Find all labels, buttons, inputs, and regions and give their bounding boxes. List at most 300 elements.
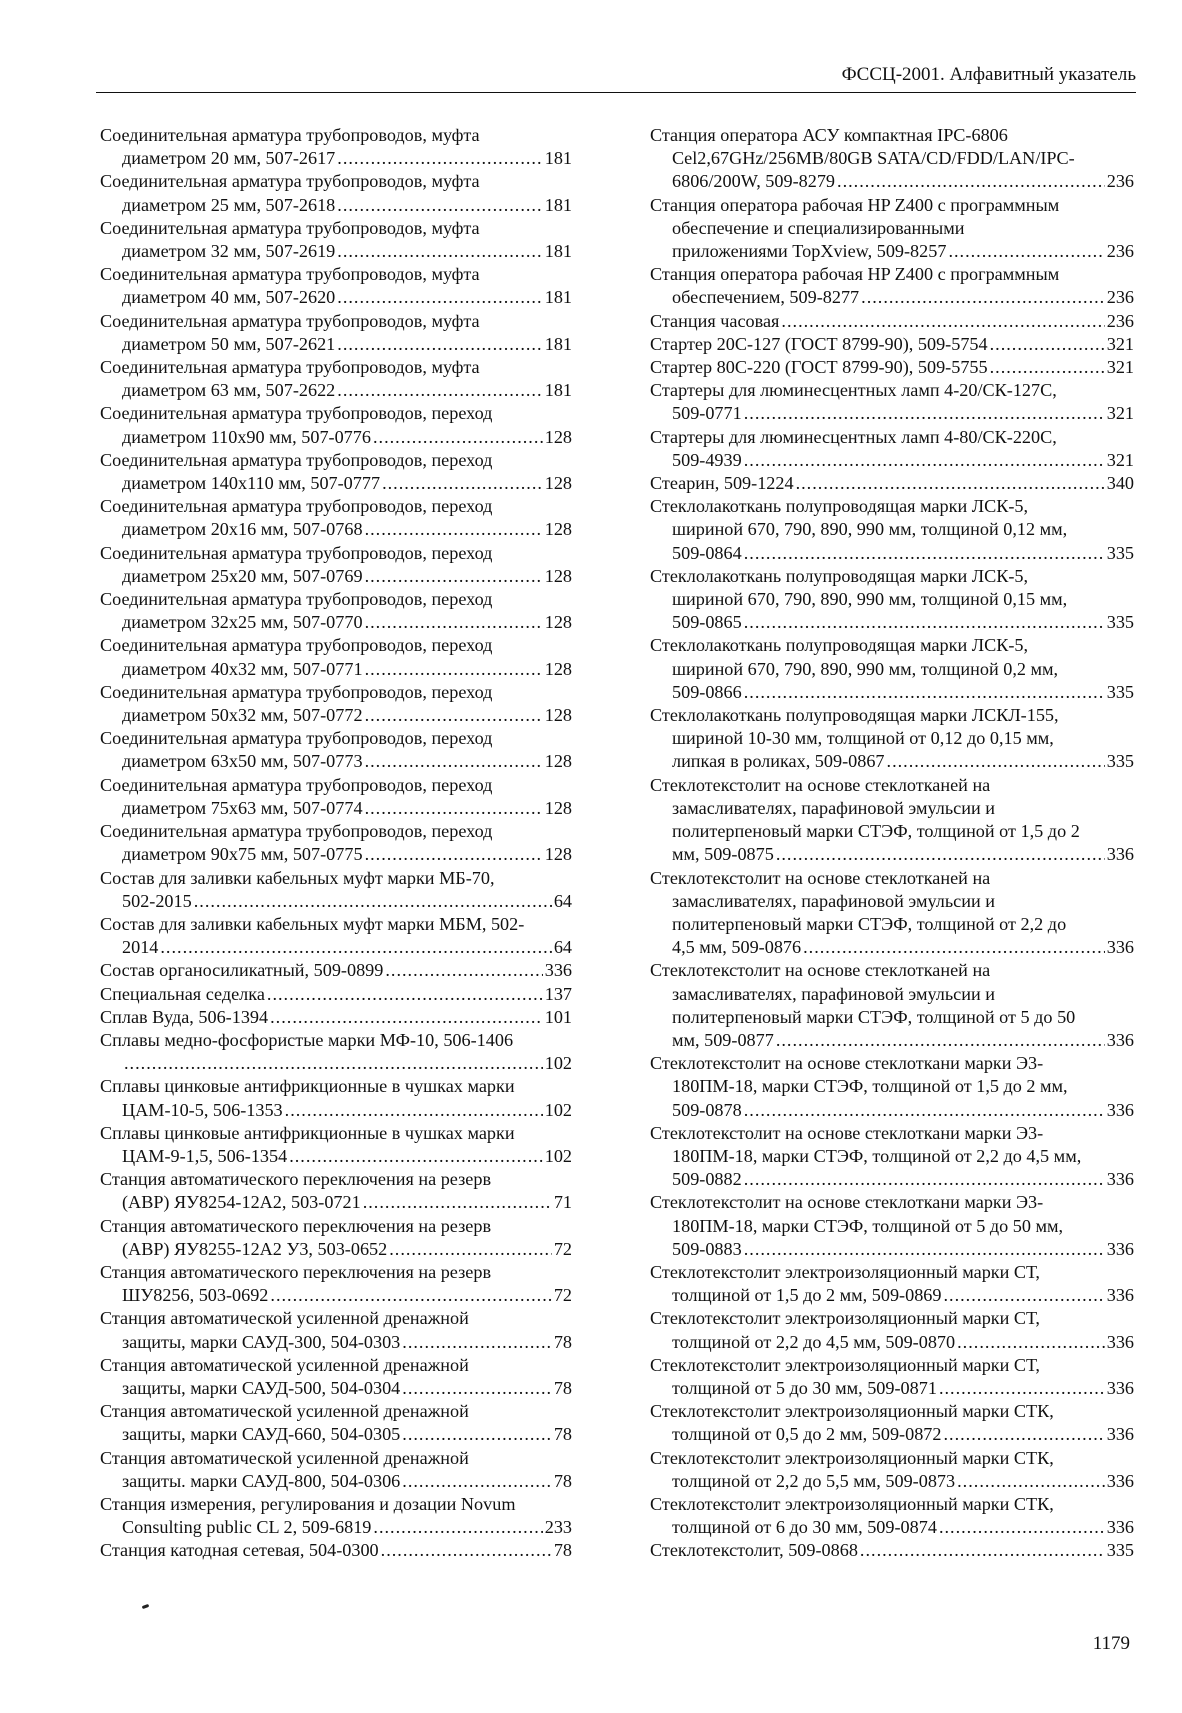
index-entry [100,774,572,820]
entry-text-line: Стеклотекстолит на основе стеклоткани марки Э3- [650,1192,1044,1213]
entry-text-line: Стартеры для люминесцентных ламп 4-20/СК-127С, [650,380,1057,401]
dot-leader [194,890,552,913]
entry-page-ref: 78 [553,1377,572,1398]
entry-page-ref: 335 [1106,681,1134,702]
index-entry [650,356,1134,379]
entry-text-line: замасливателях, парафиновой эмульсии и [672,890,995,911]
entry-text-line: политерпеновый марки СТЭФ, толщиной от 2,2 до [672,913,1067,934]
entry-last-line [100,1331,572,1354]
entry-text-line: Станция оператора рабочая HP Z400 с программным [650,264,1060,285]
index-entry [650,867,1134,960]
index-entry [100,124,572,170]
entry-last-line [650,1423,1134,1446]
entry-last-line [100,518,572,541]
entry-last-line [100,890,572,913]
index-entry [100,634,572,680]
entry-last-line [650,681,1134,704]
entry-text-line: 509-4939 [672,449,742,470]
entry-page-ref: 102 [544,1053,572,1074]
entry-page-ref: 128 [544,658,572,679]
index-entry [100,1006,572,1029]
entry-text-line: защиты, марки САУД-660, 504-0305 [122,1424,401,1445]
entry-text-line: Стеклотекстолит электроизоляционный марки СТК, [650,1401,1054,1422]
entry-text-line: 180ПМ-18, марки СТЭФ, толщиной от 5 до 50 мм, [672,1215,1064,1236]
entry-last-line [100,1470,572,1493]
index-entry [100,588,572,634]
index-entry [100,1539,572,1562]
dot-leader [270,1006,543,1029]
entry-last-line [650,402,1134,425]
index-entry [100,217,572,263]
entry-text-line: 502-2015 [122,890,192,911]
entry-text-line: 4,5 мм, 509-0876 [672,937,802,958]
entry-page-ref: 78 [553,1470,572,1491]
entry-text-line: шириной 670, 790, 890, 990 мм, толщиной 0,12 мм, [672,519,1068,540]
index-entry [100,681,572,727]
index-entry [100,1447,572,1493]
index-column-left [100,124,572,1563]
index-entry [650,263,1134,309]
dot-leader [957,1331,1105,1354]
entry-text-line: диаметром 50x32 мм, 507-0772 [122,705,363,726]
entry-text-line: Стеклолакоткань полупроводящая марки ЛСК-5, [650,565,1029,586]
entry-last-line [100,936,572,959]
dot-leader [744,402,1105,425]
index-entry [100,263,572,309]
entry-last-line [100,983,572,1006]
dot-leader [939,1516,1105,1539]
entry-text-line: Сплавы цинковые антифрикционные в чушках марки [100,1122,515,1143]
entry-last-line [650,936,1134,959]
entry-page-ref: 336 [1106,1424,1134,1445]
entry-text-line: диаметром 25x20 мм, 507-0769 [122,565,363,586]
index-entry [100,1215,572,1261]
dot-leader [365,565,543,588]
dot-leader [744,449,1105,472]
entry-text-line: Стеклотекстолит электроизоляционный марки СТ, [650,1308,1040,1329]
entry-page-ref: 236 [1106,171,1134,192]
entry-text-line: диаметром 63x50 мм, 507-0773 [122,751,363,772]
entry-page-ref: 181 [544,241,572,262]
entry-text-line: Состав для заливки кабельных муфт марки МБМ, 502- [100,913,525,934]
entry-text-line: 180ПМ-18, марки СТЭФ, толщиной от 2,2 до 4,5 мм, [672,1145,1082,1166]
dot-leader [781,310,1104,333]
index-entry [100,1075,572,1121]
entry-text-line: Стеклотекстолит электроизоляционный марки СТК, [650,1447,1054,1468]
dot-leader [124,1052,543,1075]
entry-page-ref: 128 [544,612,572,633]
entry-page-ref: 181 [544,194,572,215]
entry-text-line: Стартеры для люминесцентных ламп 4-80/СК-220С, [650,426,1057,447]
entry-page-ref: 321 [1106,449,1134,470]
entry-text-line: Стеклолакоткань полупроводящая марки ЛСКЛ-155, [650,705,1059,726]
dot-leader [365,797,543,820]
index-entry [100,402,572,448]
entry-page-ref: 128 [544,844,572,865]
entry-last-line [100,797,572,820]
entry-page-ref: 78 [553,1540,572,1561]
dot-leader [990,356,1105,379]
entry-last-line [650,843,1134,866]
index-entry [650,1122,1134,1192]
entry-page-ref: 336 [1106,844,1134,865]
entry-last-line [650,170,1134,193]
dot-leader [160,936,551,959]
entry-text-line: Стеклолакоткань полупроводящая марки ЛСК-5, [650,635,1029,656]
entry-page-ref: 64 [553,937,572,958]
dot-leader [337,286,542,309]
entry-page-ref: 236 [1106,241,1134,262]
entry-page-ref: 336 [1106,1331,1134,1352]
dot-leader [776,1029,1105,1052]
index-entry [650,379,1134,425]
entry-page-ref: 181 [544,333,572,354]
dot-leader [744,611,1105,634]
entry-page-ref: 321 [1106,357,1134,378]
index-entry [650,194,1134,264]
index-entry [650,1307,1134,1353]
entry-last-line [650,286,1134,309]
dot-leader [957,1470,1105,1493]
entry-page-ref: 181 [544,380,572,401]
index-entry [100,727,572,773]
index-entry [100,542,572,588]
header-title: ФССЦ-2001. Алфавитный указатель [841,64,1136,85]
entry-text-line: Стеклотекстолит на основе стеклотканей на [650,774,991,795]
entry-page-ref: 128 [544,751,572,772]
scan-speck [142,1604,150,1609]
dot-leader [365,518,543,541]
entry-text-line: защиты, марки САУД-500, 504-0304 [122,1377,401,1398]
entry-text-line: 509-0864 [672,542,742,563]
entry-last-line [100,658,572,681]
entry-last-line [100,1145,572,1168]
page-number: 1179 [1092,1633,1130,1654]
entry-text-line: диаметром 20x16 мм, 507-0768 [122,519,363,540]
dot-leader [803,936,1105,959]
entry-text-line: Соединительная арматура трубопроводов, муфта [100,217,480,238]
entry-last-line [650,1238,1134,1261]
entry-text-line: Станция автоматического переключения на резерв [100,1215,492,1236]
entry-text-line: Станция автоматической усиленной дренажной [100,1447,469,1468]
dot-leader [860,1539,1105,1562]
entry-text-line: обеспечение и специализированными [672,217,965,238]
entry-last-line [100,1284,572,1307]
entry-last-line [100,1377,572,1400]
entry-text-line: 509-0771 [672,403,742,424]
dot-leader [363,1191,552,1214]
entry-text-line: замасливателях, парафиновой эмульсии и [672,797,995,818]
index-entry [100,356,572,402]
index-entry [100,820,572,866]
dot-leader [990,333,1105,356]
entry-text-line: шириной 670, 790, 890, 990 мм, толщиной 0,2 мм, [672,658,1059,679]
entry-last-line [100,843,572,866]
index-entry [650,310,1134,333]
entry-text-line: диаметром 40x32 мм, 507-0771 [122,658,363,679]
entry-last-line [100,240,572,263]
dot-leader [337,194,542,217]
dot-leader [776,843,1105,866]
entry-page-ref: 102 [544,1145,572,1166]
entry-last-line [650,542,1134,565]
entry-last-line [100,704,572,727]
entry-text-line: Соединительная арматура трубопроводов, муфта [100,310,480,331]
entry-text-line: Станция автоматического переключения на резерв [100,1261,492,1282]
entry-page-ref: 102 [544,1099,572,1120]
index-entry [100,983,572,1006]
entry-text-line: толщиной от 0,5 до 2 мм, 509-0872 [672,1424,942,1445]
entry-text-line: Соединительная арматура трубопроводов, переход [100,589,493,610]
entry-page-ref: 72 [553,1285,572,1306]
entry-text-line: Соединительная арматура трубопроводов, переход [100,542,493,563]
entry-last-line [650,1516,1134,1539]
entry-page-ref: 336 [1106,1285,1134,1306]
entry-last-line [650,750,1134,773]
entry-text-line: толщиной от 2,2 до 4,5 мм, 509-0870 [672,1331,956,1352]
entry-text-line: Соединительная арматура трубопроводов, переход [100,449,493,470]
entry-last-line [100,959,572,982]
entry-text-line: толщиной от 5 до 30 мм, 509-0871 [672,1377,937,1398]
dot-leader [365,704,543,727]
entry-text-line: (АВР) ЯУ8254-12А2, 503-0721 [122,1192,361,1213]
dot-leader [948,240,1104,263]
dot-leader [365,658,543,681]
entry-text-line: Соединительная арматура трубопроводов, переход [100,496,493,517]
dot-leader [402,1377,552,1400]
entry-page-ref: 137 [544,983,572,1004]
entry-text-line: липкая в роликах, 509-0867 [672,751,885,772]
entry-text-line: Станция автоматической усиленной дренажной [100,1308,469,1329]
index-entry [650,1539,1134,1562]
entry-page-ref: 236 [1106,287,1134,308]
entry-last-line [100,750,572,773]
entry-text-line: Станция автоматической усиленной дренажной [100,1354,469,1375]
index-entry [100,1122,572,1168]
index-entry [650,1493,1134,1539]
index-entry [650,426,1134,472]
entry-last-line [650,1168,1134,1191]
entry-text-line: Стеклолакоткань полупроводящая марки ЛСК-5, [650,496,1029,517]
entry-text-line: диаметром 140x110 мм, 507-0777 [122,473,381,494]
index-entry [650,1400,1134,1446]
dot-leader [365,843,543,866]
dot-leader [887,750,1105,773]
entry-page-ref: 128 [544,426,572,447]
entry-text-line: Соединительная арматура трубопроводов, переход [100,635,493,656]
entry-page-ref: 335 [1106,751,1134,772]
entry-last-line [100,286,572,309]
entry-page-ref: 128 [544,705,572,726]
entry-text-line: 509-0866 [672,681,742,702]
dot-leader [943,1284,1104,1307]
entry-text-line: (АВР) ЯУ8255-12А2 У3, 503-0652 [122,1238,388,1259]
entry-text-line: Стеклотекстолит электроизоляционный марки СТ, [650,1261,1040,1282]
entry-page-ref: 340 [1106,473,1134,494]
entry-text-line: Стеклотекстолит на основе стеклотканей на [650,867,991,888]
entry-text-line: Станция измерения, регулирования и дозации Novum [100,1493,516,1514]
entry-text-line: диаметром 32 мм, 507-2619 [122,241,336,262]
index-entry [650,959,1134,1052]
entry-text-line: Стеклотекстолит на основе стеклоткани марки Э3- [650,1122,1044,1143]
dot-leader [402,1331,552,1354]
entry-text-line: Стеклотекстолит на основе стеклоткани марки Э3- [650,1053,1044,1074]
index-entry [100,867,572,913]
entry-text-line: ЦАМ-9-1,5, 506-1354 [122,1145,288,1166]
index-entry [650,1354,1134,1400]
entry-page-ref: 78 [553,1424,572,1445]
entry-page-ref: 336 [1106,1517,1134,1538]
entry-text-line: Стеклотекстолит электроизоляционный марки СТК, [650,1493,1054,1514]
entry-text-line: 6806/200W, 509-8279 [672,171,836,192]
entry-page-ref: 336 [1106,1029,1134,1050]
entry-text-line: диаметром 90x75 мм, 507-0775 [122,844,363,865]
entry-page-ref: 336 [1106,1099,1134,1120]
entry-text-line: диаметром 20 мм, 507-2617 [122,148,336,169]
index-entry [650,1261,1134,1307]
entry-last-line [650,240,1134,263]
dot-leader [744,1099,1105,1122]
index-entry [650,472,1134,495]
entry-last-line [100,1006,572,1029]
entry-page-ref: 128 [544,473,572,494]
entry-last-line [100,194,572,217]
entry-text-line: мм, 509-0877 [672,1029,774,1050]
entry-text-line: Стеклотекстолит, 509-0868 [650,1540,858,1561]
entry-text-line: Сплавы медно-фосфористые марки МФ-10, 506-1406 [100,1029,514,1050]
index-entry [650,124,1134,194]
entry-last-line [100,1052,572,1075]
entry-last-line [650,472,1134,495]
entry-text-line: защиты, марки САУД-300, 504-0303 [122,1331,401,1352]
entry-page-ref: 78 [553,1331,572,1352]
entry-page-ref: 181 [544,148,572,169]
entry-page-ref: 321 [1106,333,1134,354]
entry-page-ref: 336 [1106,1238,1134,1259]
dot-leader [943,1423,1104,1446]
index-entry [100,1354,572,1400]
entry-text-line: Соединительная арматура трубопроводов, переход [100,681,493,702]
dot-leader [337,333,542,356]
dot-leader [837,170,1105,193]
index-entry [100,449,572,495]
entry-last-line [100,611,572,634]
dot-leader [365,750,543,773]
entry-text-line: мм, 509-0875 [672,844,774,865]
entry-text-line: Станция оператора рабочая HP Z400 с программным [650,194,1060,215]
entry-page-ref: 336 [1106,1470,1134,1491]
entry-page-ref: 181 [544,287,572,308]
entry-last-line [650,611,1134,634]
entry-page-ref: 233 [544,1517,572,1538]
entry-text-line: Соединительная арматура трубопроводов, муфта [100,125,480,145]
index-entry [100,170,572,216]
dot-leader [939,1377,1105,1400]
entry-text-line: защиты. марки САУД-800, 504-0306 [122,1470,401,1491]
entry-text-line: Сплавы цинковые антифрикционные в чушках марки [100,1076,515,1097]
entry-text-line: 180ПМ-18, марки СТЭФ, толщиной от 1,5 до 2 мм, [672,1076,1068,1097]
entry-text-line: Consulting public CL 2, 509-6819 [122,1517,372,1538]
index-entry [650,704,1134,774]
dot-leader [389,1238,552,1261]
entry-page-ref: 335 [1106,542,1134,563]
entry-text-line: Соединительная арматура трубопроводов, переход [100,821,493,842]
entry-last-line [650,1470,1134,1493]
entry-text-line: Соединительная арматура трубопроводов, муфта [100,264,480,285]
index-entry [650,774,1134,867]
entry-text-line: диаметром 63 мм, 507-2622 [122,380,336,401]
dot-leader [744,1238,1105,1261]
dot-leader [402,1423,552,1446]
entry-text-line: Соединительная арматура трубопроводов, муфта [100,357,480,378]
index-entry [650,495,1134,565]
entry-text-line: Стартер 80С-220 (ГОСТ 8799-90), 509-5755 [650,357,988,378]
entry-text-line: Станция часовая [650,310,780,331]
dot-leader [373,1516,542,1539]
entry-page-ref: 335 [1106,1540,1134,1561]
entry-text-line: политерпеновый марки СТЭФ, толщиной от 1,5 до 2 [672,821,1080,842]
entry-page-ref: 101 [544,1006,572,1027]
index-entry [100,1261,572,1307]
entry-last-line [100,379,572,402]
index-entry [650,1191,1134,1261]
entry-page-ref: 336 [1106,937,1134,958]
entry-last-line [100,426,572,449]
index-entry [100,913,572,959]
index-entry [100,1168,572,1214]
entry-text-line: Стеарин, 509-1224 [650,473,794,494]
entry-last-line [650,1029,1134,1052]
entry-text-line: Соединительная арматура трубопроводов, переход [100,403,493,424]
index-column-right [650,124,1134,1563]
entry-page-ref: 236 [1106,310,1134,331]
entry-last-line [650,449,1134,472]
entry-page-ref: 336 [544,960,572,981]
entry-text-line: Состав органосиликатный, 509-0899 [100,960,384,981]
entry-page-ref: 335 [1106,612,1134,633]
entry-text-line: обеспечением, 509-8277 [672,287,860,308]
entry-text-line: Специальная седелка [100,983,265,1004]
dot-leader [373,426,543,449]
dot-leader [337,147,542,170]
entry-text-line: диаметром 40 мм, 507-2620 [122,287,336,308]
entry-last-line [100,1516,572,1539]
entry-text-line: Станция автоматического переключения на резерв [100,1169,492,1190]
entry-text-line: толщиной от 1,5 до 2 мм, 509-0869 [672,1285,942,1306]
dot-leader [270,1284,551,1307]
dot-leader [385,959,542,982]
dot-leader [289,1145,543,1168]
entry-text-line: ШУ8256, 503-0692 [122,1285,269,1306]
dot-leader [796,472,1105,495]
entry-text-line: приложениями TopXview, 509-8257 [672,241,947,262]
entry-last-line [650,1284,1134,1307]
entry-text-line: политерпеновый марки СТЭФ, толщиной от 5 до 50 [672,1006,1076,1027]
entry-last-line [100,1238,572,1261]
index-entry [650,333,1134,356]
dot-leader [744,1168,1105,1191]
entry-text-line: шириной 10-30 мм, толщиной от 0,12 до 0,15 мм, [672,728,1054,749]
index-entry [100,495,572,541]
entry-text-line: диаметром 75x63 мм, 507-0774 [122,797,363,818]
entry-page-ref: 336 [1106,1377,1134,1398]
dot-leader [285,1099,543,1122]
entry-last-line [650,333,1134,356]
entry-text-line: замасливателях, парафиновой эмульсии и [672,983,995,1004]
entry-text-line: ЦАМ-10-5, 506-1353 [122,1099,283,1120]
dot-leader [381,1539,552,1562]
entry-text-line: диаметром 25 мм, 507-2618 [122,194,336,215]
